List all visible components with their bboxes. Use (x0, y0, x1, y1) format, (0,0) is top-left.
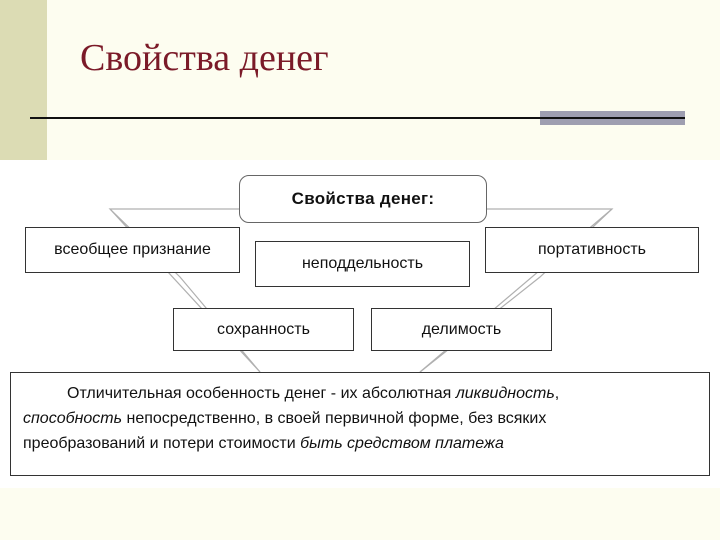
diagram (0, 160, 720, 488)
box-divisibility: делимость (371, 308, 552, 351)
definition-text: непосредственно, в своей первичной форме, без всяких (122, 410, 547, 427)
definition-line-3 (23, 431, 697, 456)
definition-line-1 (23, 381, 697, 406)
definition-emphasis: быть средством платежа (300, 435, 504, 452)
left-decor-band (0, 0, 47, 160)
properties-header-box: Свойства денег: (239, 175, 487, 223)
box-genuineness: неподдельность (255, 241, 470, 287)
definition-emphasis: способность (23, 410, 123, 427)
definition-text: Отличительная особенность денег - их абсолютная (67, 385, 456, 402)
definition-box (10, 372, 710, 476)
definition-text: преобразований и потери стоимости (23, 435, 301, 452)
definition-text: , (554, 385, 560, 402)
box-universal-recognition: всеобщее признание (25, 227, 240, 273)
definition-line-2 (23, 406, 697, 431)
slide-title: Свойства денег (80, 37, 329, 79)
definition-emphasis: ликвидность (455, 385, 555, 402)
title-rule (30, 117, 685, 119)
box-preservation: сохранность (173, 308, 354, 351)
box-portability: портативность (485, 227, 699, 273)
